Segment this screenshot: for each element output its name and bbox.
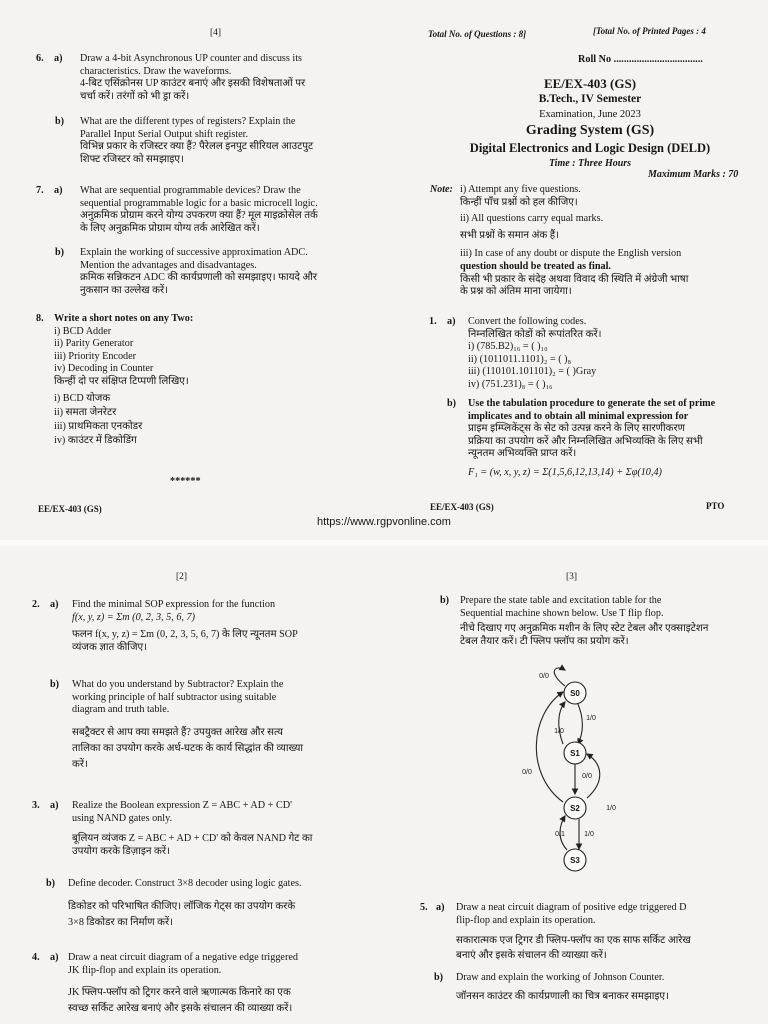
list-item: iii) Priority Encoder <box>54 350 137 362</box>
question-number: 5. <box>420 902 428 913</box>
list-item: iv) काउंटर में डिकोडिंग <box>54 434 137 446</box>
line: के लिए अनुक्रमिक प्रोग्राम योग्य तर्क आरेखित करें। <box>80 222 260 234</box>
line: प्राइम इम्प्लिकेंट्स के सेट को उत्पन्न करने के लिए सारणीकरण <box>468 423 686 435</box>
line: Draw a 4-bit Asynchronous UP counter and discuss its <box>80 53 303 64</box>
transition-label: 1/0 <box>584 831 594 838</box>
page-number: [2] <box>176 572 188 582</box>
line: Find the minimal SOP expression for the function <box>72 599 276 610</box>
line: i) Attempt any five questions. <box>460 184 581 195</box>
line: किन्हीं दो पर संक्षिप्त टिप्पणी लिखिए। <box>54 375 189 387</box>
line: के प्रश्न को अंतिम माना जायेगा। <box>460 286 572 298</box>
line: Prepare the state table and excitation table for the <box>460 595 662 606</box>
part-label: b) <box>50 679 60 690</box>
line: f(x, y, z) = Σm (0, 2, 3, 5, 6, 7) <box>72 611 195 623</box>
conversion: iv) (751.231)₈ = ( )₁₆ <box>468 378 553 390</box>
line: सभी प्रश्नों के समान अंक हैं। <box>460 229 560 241</box>
list-item: i) BCD योजक <box>54 392 111 404</box>
total-pages: [Total No. of Printed Pages : 4 <box>593 26 706 36</box>
line: चर्चा करें। तरंगों को भी ड्रा करें। <box>80 90 190 102</box>
part-label: b) <box>434 972 444 983</box>
line: जॉनसन काउंटर की कार्यप्रणाली का चित्र बनाकर समझाइए। <box>456 990 669 1002</box>
line: क्रमिक सन्निकटन ADC की कार्यप्रणाली को समझाइए। फायदे और <box>80 272 318 284</box>
question-text <box>68 878 382 931</box>
line: निम्नलिखित कोडों को रूपांतरित करें। <box>468 328 602 340</box>
question-text <box>80 53 380 103</box>
question-text <box>468 316 758 392</box>
question-text <box>72 679 382 773</box>
line: Draw a neat circuit diagram of positive edge triggered D <box>456 902 687 913</box>
part-label: a) <box>54 185 63 196</box>
grading-system: Grading System (GS) <box>525 123 655 138</box>
subject-title: Digital Electronics and Logic Design (DELD) <box>469 141 711 155</box>
pto-marker: PTO <box>706 501 725 511</box>
line: iii) In case of any doubt or dispute the English version <box>460 248 682 260</box>
question-number: 3. <box>32 800 40 811</box>
line: न्यूनतम अभिव्यक्ति प्राप्त करें। <box>468 448 577 460</box>
question-text <box>456 902 762 963</box>
line: What are sequential programmable devices? Draw the <box>80 185 301 196</box>
line: flip-flop and explain its operation. <box>456 914 596 926</box>
line: What do you understand by Subtractor? Explain the <box>72 679 284 690</box>
transition-label: 1/0 <box>554 728 564 735</box>
line: Draw a neat circuit diagram of a negative edge triggered <box>68 952 298 963</box>
question-text <box>68 952 382 1017</box>
source-url[interactable]: https://www.rgpvonline.com <box>317 516 451 528</box>
part-label: a) <box>447 316 456 327</box>
line: Use the tabulation procedure to generate the set of prime <box>468 398 716 409</box>
part-label: a) <box>50 952 59 963</box>
list-item: ii) Parity Generator <box>54 338 134 350</box>
line: शिफ्ट रजिस्टर को समझाइए। <box>80 153 184 165</box>
conversion: i) (785.B2)₁₆ = ( )₁₀ <box>468 341 548 353</box>
line: Sequential machine shown below. Use T flip flop. <box>460 607 664 619</box>
line: किन्हीं पाँच प्रश्नों को हल कीजिए। <box>460 196 578 208</box>
line: JK flip-flop and explain its operation. <box>68 964 222 976</box>
line: Realize the Boolean expression Z = ABC + AD + CD' <box>72 800 292 811</box>
line: question should be treated as final. <box>460 260 611 272</box>
transition-label: 0/0 <box>539 673 549 680</box>
line: Explain the working of successive approximation ADC. <box>80 247 308 258</box>
part-label: b) <box>447 398 457 409</box>
list-item: ii) समता जेनरेटर <box>54 406 117 418</box>
line: तालिका का उपयोग करके अर्ध-घटक के कार्य सिद्धांत की व्याख्या <box>72 742 304 754</box>
total-questions: Total No. of Questions : 8] <box>428 29 527 39</box>
line: Draw and explain the working of Johnson Counter. <box>456 972 665 983</box>
conversion: ii) (1011011.1101)₂ = ( )₈ <box>468 353 572 365</box>
question-text <box>460 595 760 648</box>
question-number: 2. <box>32 599 40 610</box>
line: diagram and truth table. <box>72 704 170 716</box>
question-text <box>72 800 382 858</box>
question-text <box>80 185 380 235</box>
line: working principle of half subtractor using suitable <box>72 691 277 703</box>
line: ii) All questions carry equal marks. <box>460 213 604 225</box>
state-label: S1 <box>570 749 580 758</box>
transition-label: 0/0 <box>522 769 532 776</box>
line: What are the different types of registers? Explain the <box>80 116 296 127</box>
transition-label: 0/1 <box>555 831 565 838</box>
line: Parallel Input Serial Output shift register. <box>80 128 249 140</box>
line: Mention the advantages and disadvantages. <box>80 259 257 271</box>
line: टेबल तैयार करें। टी फ्लिप फ्लॉप का प्रयोग करें। <box>460 635 629 647</box>
max-marks: Maximum Marks : 70 <box>648 169 739 180</box>
transition-label: 0/0 <box>582 773 592 780</box>
roll-number-field: Roll No ................................... <box>578 54 703 65</box>
footer-code: EE/EX-403 (GS) <box>38 504 102 514</box>
part-label: a) <box>436 902 445 913</box>
page-number: [4] <box>210 28 222 38</box>
question-text <box>468 398 760 480</box>
line: नुकसान का उल्लेख करें। <box>80 284 169 296</box>
question-text <box>80 247 380 297</box>
line: उपयोग करके डिज़ाइन करें। <box>72 845 170 857</box>
state-label: S3 <box>570 856 580 865</box>
line: फलन f(x, y, z) = Σm (0, 2, 3, 5, 6, 7) के लिए न्यूनतम SOP <box>72 629 298 641</box>
line: प्रक्रिया का उपयोग करें और निम्नलिखित अभिव्यक्ति के लिए सभी <box>468 435 703 447</box>
part-label: a) <box>50 599 59 610</box>
part-label: b) <box>46 878 56 889</box>
line: sequential programmable logic for a basic microcell logic. <box>80 197 318 209</box>
end-marker: ****** <box>170 476 201 487</box>
question-text <box>80 116 380 166</box>
line: सकारात्मक एज ट्रिगर डी फ्लिप-फ्लॉप का एक साफ सर्किट आरेख <box>456 935 691 947</box>
question-text <box>456 972 762 1003</box>
part-label: a) <box>54 53 63 64</box>
line: using NAND gates only. <box>72 812 173 824</box>
paper-code: EE/EX-403 (GS) <box>543 76 637 91</box>
line: characteristics. Draw the waveforms. <box>80 65 232 77</box>
exam-session: Examination, June 2023 <box>539 109 641 120</box>
part-label: b) <box>440 595 450 606</box>
question-number: 4. <box>32 952 40 963</box>
note-label: Note: <box>430 184 453 195</box>
list-item: iv) Decoding in Counter <box>54 363 154 375</box>
state-diagram <box>505 664 625 880</box>
line: Define decoder. Construct 3×8 decoder using logic gates. <box>68 878 302 889</box>
line: Convert the following codes. <box>468 316 587 327</box>
line: बूलियन व्यंजक Z = ABC + AD + CD' को केवल NAND गेट का <box>72 833 313 845</box>
part-label: a) <box>50 800 59 811</box>
formula: F₁ = (w, x, y, z) = Σ(1,5,6,12,13,14) + Σφ(10,4) <box>468 466 662 478</box>
line: अनुक्रमिक प्रोग्राम करने योग्य उपकरण क्या हैं? मूल माइक्रोसेल तर्क <box>80 210 318 222</box>
line: 3×8 डिकोडर का निर्माण करें। <box>68 916 173 928</box>
line: JK फ्लिप-फ्लॉप को ट्रिगर करने वाले ऋणात्मक किनारे का एक <box>68 987 291 999</box>
line: implicates and to obtain all minimal expression for <box>468 410 689 422</box>
part-label: b) <box>55 116 65 127</box>
state-label: S0 <box>570 689 580 698</box>
transition-label: 1/0 <box>606 805 616 812</box>
time: Time : Three Hours <box>548 158 632 169</box>
line: बनाएं और इसके संचालन की व्याख्या करें। <box>456 950 607 962</box>
line: 4-बिट एसिंक्रोनस UP काउंटर बनाएं और इसकी विशेषताओं पर <box>80 78 306 90</box>
list-item: i) BCD Adder <box>54 325 112 337</box>
transition-label: 1/0 <box>586 715 596 722</box>
line: डिकोडर को परिभाषित कीजिए। लॉजिक गेट्स का उपयोग करके <box>68 900 296 912</box>
question-number: 7. <box>36 185 44 196</box>
instructions <box>460 184 755 299</box>
conversion: iii) (110101.101101)₂ = ( )Gray <box>468 366 597 378</box>
line: सबट्रैक्टर से आप क्या समझते हैं? उपयुक्त आरेख और सत्य <box>72 726 283 738</box>
state-label: S2 <box>570 804 580 813</box>
footer-code: EE/EX-403 (GS) <box>430 502 494 512</box>
line: विभिन्न प्रकार के रजिस्टर क्या हैं? पैरेलल इनपुट सीरियल आउटपुट <box>80 141 314 153</box>
question-text <box>72 599 382 654</box>
question-number: 1. <box>429 316 437 327</box>
question-text <box>54 313 374 448</box>
line: नीचे दिखाए गए अनुक्रमिक मशीन के लिए स्टेट टेबल और एक्साइटेशन <box>460 623 709 635</box>
part-label: b) <box>55 247 65 258</box>
page-number: [3] <box>566 572 578 582</box>
question-number: 8. <box>36 313 44 324</box>
line: व्यंजक ज्ञात कीजिए। <box>72 641 147 653</box>
line: स्वच्छ सर्किट आरेख बनाएं और इसके संचालन की व्याख्या करें। <box>68 1003 293 1015</box>
scan-divider <box>0 540 768 546</box>
line: करें। <box>72 758 88 770</box>
list-item: iii) प्राथमिकता एनकोडर <box>54 420 143 432</box>
line: किसी भी प्रकार के संदेह अथवा विवाद की स्थिति में अंग्रेजी भाषा <box>460 273 689 285</box>
line: Write a short notes on any Two: <box>54 313 194 324</box>
question-number: 6. <box>36 53 44 64</box>
course: B.Tech., IV Semester <box>538 93 642 105</box>
